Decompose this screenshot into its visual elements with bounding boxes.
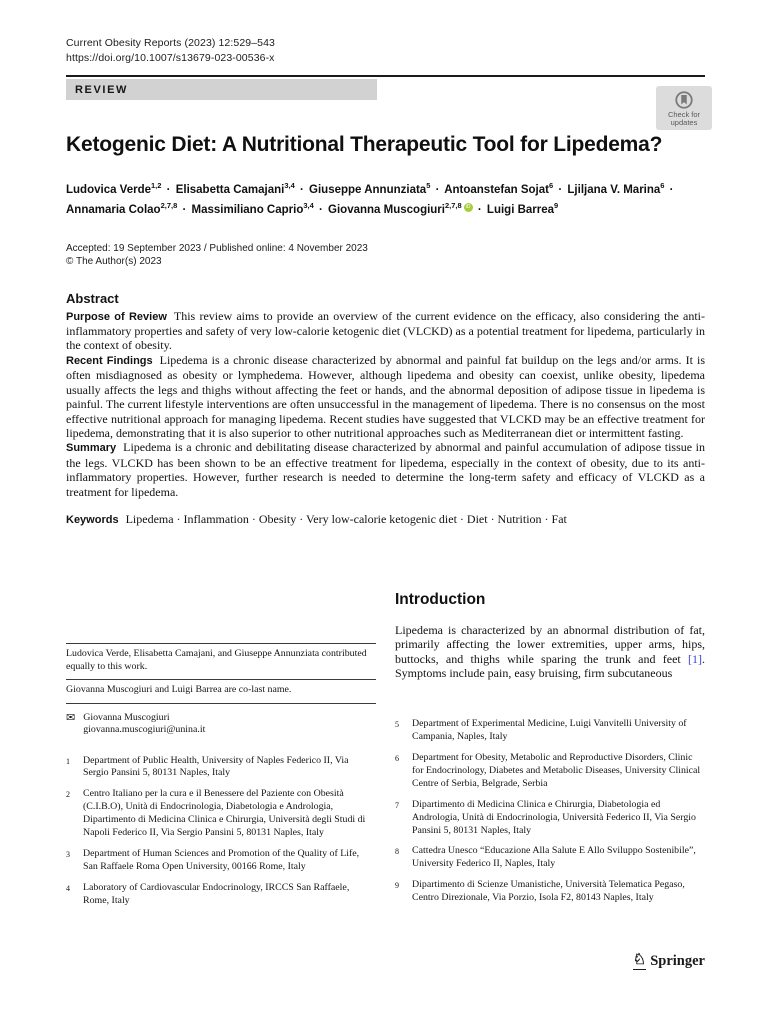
two-column-footer [66,585,705,908]
publication-dates [66,242,705,268]
author: Ludovica Verde$^{1,2}$ [66,181,162,196]
abstract-body [66,309,705,499]
affiliation: 9 Dipartimento di Scienze Umanistiche, Università Telematica Pegaso, Centro Direzionale, Via Porzio, Isola F2, 80143 Naples, Italy [395,879,685,904]
corresponding-name: Giovanna Muscogiuri [83,711,170,723]
affiliation: 4 Laboratory of Cardiovascular Endocrinology, IRCCS San Raffaele, Rome, Italy [66,881,350,906]
abstract-heading: Abstract [66,290,119,306]
article-type-label: REVIEW [75,83,128,96]
crossmark-icon [674,90,694,110]
publisher-mark [633,953,705,970]
corresponding-email[interactable]: giovanna.muscogiuri@unina.it [83,724,206,735]
keywords-line [66,512,705,527]
footnote-rule [66,643,376,644]
author: Luigi Barrea$^9$ [486,200,559,216]
page-title: Ketogenic Diet: A Nutritional Therapeutic Tool for Lipedema? [66,133,663,156]
affiliations-right [395,718,705,905]
accepted-line: Accepted: 19 September 2023 / Published online: 4 November 2023 [66,242,368,254]
affiliation: 6 Department for Obesity, Metabolic and Reproductive Disorders, Clinic for Endocrinology, Diabetes and Metabolic Diseases, University Clinical Centre of Serbia, Belgrade, Serbia [395,752,701,789]
co-last-note: Giovanna Muscogiuri and Luigi Barrea are co-last name. [66,684,292,695]
author: Annamaria Colao$^{2,7,8}$ [66,200,178,216]
affiliation: 7 Dipartimento di Medicina Clinica e Chirurgia, Diabetologia ed Andrologia, Unità di Endocrinologia, Università Federico II, Via Sergio Pansini 5, 80131 Naples, Italy [395,798,696,836]
affiliation: 8 Cattedra Unesco “Educazione Alla Salute E Allo Sviluppo Sostenibile”, University Federico II, Naples, Italy [395,845,696,870]
keywords-label: Keywords [66,513,119,526]
citation-1-link[interactable]: [1] [688,651,702,666]
check-for-updates-badge[interactable] [656,86,712,130]
author: Giovanna Muscogiuri$^{2,7,8}$ iD [328,204,473,216]
affiliation: 3 Department of Human Sciences and Promotion of the Quality of Life, San Raffaele Roma Open University, 00166 Rome, Italy [66,847,360,872]
doi-link[interactable]: https://doi.org/10.1007/s13679-023-00536-x [66,52,275,64]
corresponding-author [66,712,376,737]
author-list: Ludovica Verde$^{1,2}$ · Elisabetta Camajani$^{3,4}$ · Giuseppe Annunziata$^5$ · Antoanstefan Sojat$^6$ · Ljiljana V. Marina$^6$ · Annamaria Colao$^{2,7,8}$ · Massimiliano Caprio$^{3,4}$ · Giovanna Muscogiuri$^{2,7,8}$ iD · Luigi Barrea$^9$ [66,181,674,216]
footnote-rule [66,679,376,680]
keywords-text: Lipedema · Inflammation · Obesity · Very low-calorie ketogenic diet · Diet · Nutrition · Fat [125,511,567,526]
footnote-rule [66,703,376,704]
copyright-line: © The Author(s) 2023 [66,255,162,267]
author: Giuseppe Annunziata$^5$ [309,181,431,196]
equal-contribution-note: Ludovica Verde, Elisabetta Camajani, and Giuseppe Annunziata contributed equally to this work. [66,648,367,672]
abstract-purpose: Purpose of Review This review aims to provide an overview of the current evidence on the efficacy, also considering the anti-inflammatory properties and safety of very low-calorie ketogenic diet (VLCKD) as a potential treatment for lipedema, particularly in the context of obesity. [66,308,705,353]
header-rule [66,75,705,77]
abstract-recent-findings: Recent Findings Lipedema is a chronic disease characterized by abnormal and painful fat buildup on the legs and/or arms. It is often misdiagnosed as obesity or lymphedema. However, although lipedema and obesity can coexist, unlike obesity, lipedema usually affects the legs and thighs without affecting the feet or hands, and the abnormal deposition of adipose tissue in lipedema is painful. The current lifestyle interventions are often unsuccessful in the management of lipedema. There is no consensus on the most effective nutritional approach for managing lipedema. Recent studies have suggested that VLCKD may be an effective treatment for lipedema, demonstrating that it is also superior to other nutritional approaches such as Mediterranean diet or intermittent fasting. [66,352,706,440]
author: Massimiliano Caprio$^{3,4}$ [191,200,314,216]
orcid-icon[interactable]: iD [464,203,473,212]
affiliations-left [66,755,376,908]
author: Antoanstefan Sojat$^6$ [444,181,554,196]
envelope-icon: ✉ [66,711,76,724]
abstract-summary: Summary Lipedema is a chronic and debilitating disease characterized by abnormal and painful accumulation of adipose tissue in the legs. VLCKD has been shown to be an effective treatment for lipedema, especially in the context of obesity, due to its anti-inflammatory properties. However, further research is needed to determine the long-term safety and efficacy of VLCKD as a treatment for lipedema. [66,440,705,499]
left-column [66,585,376,908]
check-updates-line1: Check for [667,109,701,119]
introduction-paragraph: Lipedema is characterized by an abnormal distribution of fat, primarily affecting the lower extremities, upper arms, hips, buttocks, and thighs while sparing the trunk and feet [1]. Symptoms include pain, easy bruising, firm subcutaneous [395,623,705,680]
affiliation: 1 Department of Public Health, University of Naples Federico II, Via Sergio Pansini 5, 80131 Naples, Italy [66,754,349,779]
introduction-heading: Introduction [395,591,486,608]
article-type-bar [66,79,377,100]
author: Ljiljana V. Marina$^6$ [567,181,665,196]
author: Elisabetta Camajani$^{3,4}$ [175,181,295,196]
affiliation: 5 Department of Experimental Medicine, Luigi Vanvitelli University of Campania, Naples, Italy [395,718,687,743]
publisher-name: Springer [650,953,705,969]
springer-horse-icon: ♘ [632,952,647,968]
affiliation: 2 Centro Italiano per la cura e il Benessere del Paziente con Obesità (C.I.B.O), Unità di Endocrinologia, Diabetologia e Andrologia, Dipartimento di Medicina Clinica e Chirurgia, Università degli Studi di Napoli Federico II, Via Sergio Pansini 5, 80131 Naples, Italy [66,788,366,839]
right-column [395,585,705,908]
check-updates-line2: updates [670,117,698,127]
journal-reference: Current Obesity Reports (2023) 12:529–543 [66,37,275,49]
